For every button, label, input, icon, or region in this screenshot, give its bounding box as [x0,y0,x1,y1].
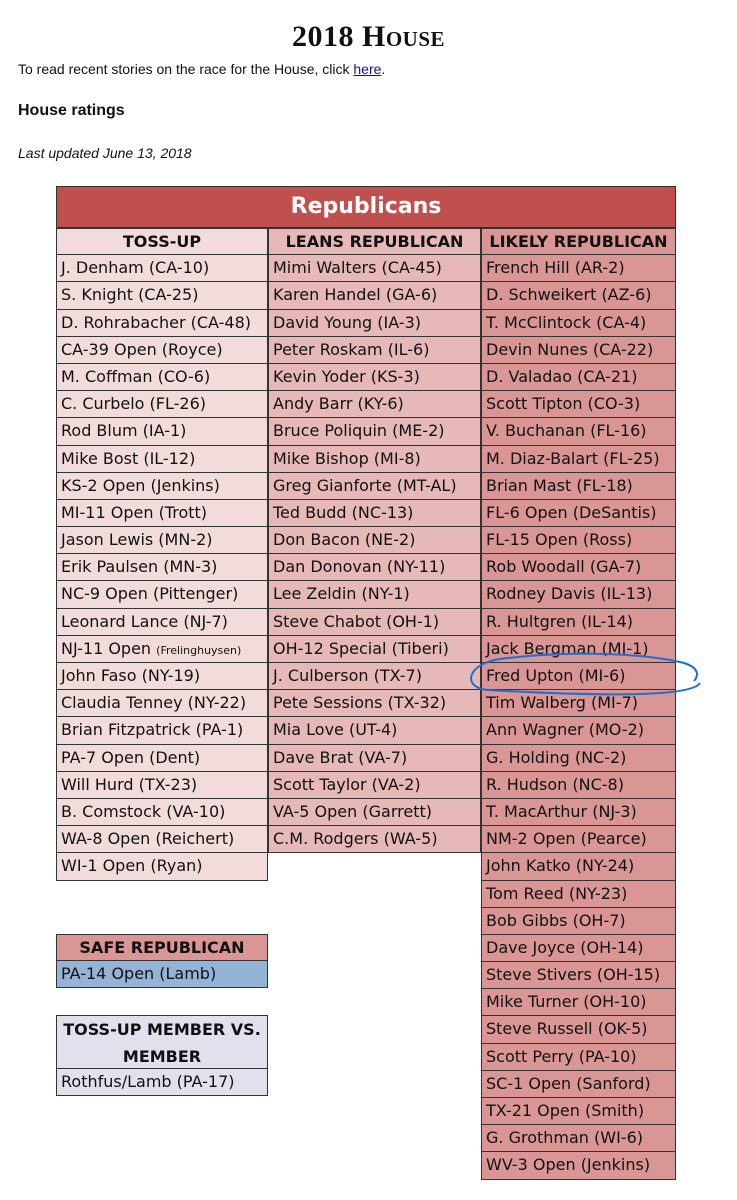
toss-up-race: NJ-11 Open (Frelinghuysen) [56,636,268,663]
likely-republican-race: Rob Woodall (GA-7) [481,554,676,581]
likely-republican-race: G. Holding (NC-2) [481,745,676,772]
likely-republican-race: R. Hudson (NC-8) [481,772,676,799]
toss-up-race: D. Rohrabacher (CA-48) [56,310,268,337]
toss-up-race: S. Knight (CA-25) [56,282,268,309]
intro-text: To read recent stories on the race for the House, click [18,61,354,77]
likely-republican-race: Tom Reed (NY-23) [481,881,676,908]
toss-up-header: TOSS-UP [56,228,268,255]
likely-republican-race: John Katko (NY-24) [481,853,676,880]
likely-republican-race: Scott Perry (PA-10) [481,1044,676,1071]
leans-republican-race: Greg Gianforte (MT-AL) [268,473,481,500]
toss-up-race: John Faso (NY-19) [56,663,268,690]
likely-republican-race: Dave Joyce (OH-14) [481,935,676,962]
leans-republican-race: Steve Chabot (OH-1) [268,609,481,636]
member-vs-member-box [56,1015,268,1096]
likely-republican-race: Devin Nunes (CA-22) [481,337,676,364]
likely-republican-race: Ann Wagner (MO-2) [481,717,676,744]
page-title: 2018 House [291,20,446,53]
likely-republican-race: Mike Turner (OH-10) [481,989,676,1016]
likely-republican-race: T. MacArthur (NJ-3) [481,799,676,826]
likely-republican-race: Bob Gibbs (OH-7) [481,908,676,935]
republicans-banner: Republicans [56,186,676,228]
leans-republican-race: Scott Taylor (VA-2) [268,772,481,799]
toss-up-race: Claudia Tenney (NY-22) [56,690,268,717]
member-vs-member-header: TOSS-UP MEMBER VS. MEMBER [56,1015,268,1069]
toss-up-race: WA-8 Open (Reichert) [56,826,268,853]
leans-republican-race: Dan Donovan (NY-11) [268,554,481,581]
likely-republican-race: WV-3 Open (Jenkins) [481,1152,676,1179]
leans-republican-race: VA-5 Open (Garrett) [268,799,481,826]
toss-up-race: Erik Paulsen (MN-3) [56,554,268,581]
toss-up-race: MI-11 Open (Trott) [56,500,268,527]
likely-republican-column [481,228,676,1180]
section-heading: House ratings [18,102,125,119]
leans-republican-race: Ted Budd (NC-13) [268,500,481,527]
toss-up-race: Mike Bost (IL-12) [56,446,268,473]
toss-up-column [56,228,268,881]
toss-up-race: Leonard Lance (NJ-7) [56,609,268,636]
toss-up-race: B. Comstock (VA-10) [56,799,268,826]
here-link[interactable]: here [353,61,382,77]
safe-republican-race: PA-14 Open (Lamb) [56,961,268,988]
toss-up-race: Jason Lewis (MN-2) [56,527,268,554]
toss-up-race: WI-1 Open (Ryan) [56,853,268,880]
toss-up-race: M. Coffman (CO-6) [56,364,268,391]
toss-up-race: CA-39 Open (Royce) [56,337,268,364]
likely-republican-race: Tim Walberg (MI-7) [481,690,676,717]
leans-republican-race: Bruce Poliquin (ME-2) [268,418,481,445]
leans-republican-race: C.M. Rodgers (WA-5) [268,826,481,853]
likely-republican-race: TX-21 Open (Smith) [481,1098,676,1125]
nj-11-note: (Frelinghuysen) [156,643,242,657]
leans-republican-race: Pete Sessions (TX-32) [268,690,481,717]
likely-republican-race: NM-2 Open (Pearce) [481,826,676,853]
likely-republican-race: D. Valadao (CA-21) [481,364,676,391]
leans-republican-race: Kevin Yoder (KS-3) [268,364,481,391]
toss-up-race: Rod Blum (IA-1) [56,418,268,445]
likely-republican-race: T. McClintock (CA-4) [481,310,676,337]
likely-republican-race: FL-15 Open (Ross) [481,527,676,554]
likely-republican-race: D. Schweikert (AZ-6) [481,282,676,309]
leans-republican-header: LEANS REPUBLICAN [268,228,481,255]
leans-republican-race: Mia Love (UT-4) [268,717,481,744]
likely-republican-race: Jack Bergman (MI-1) [481,636,676,663]
toss-up-race: NC-9 Open (Pittenger) [56,581,268,608]
likely-republican-race: Scott Tipton (CO-3) [481,391,676,418]
toss-up-race: Brian Fitzpatrick (PA-1) [56,717,268,744]
leans-republican-race: Peter Roskam (IL-6) [268,337,481,364]
toss-up-race: C. Curbelo (FL-26) [56,391,268,418]
toss-up-race: Will Hurd (TX-23) [56,772,268,799]
leans-republican-race: Mimi Walters (CA-45) [268,255,481,282]
leans-republican-race: Karen Handel (GA-6) [268,282,481,309]
leans-republican-race: David Young (IA-3) [268,310,481,337]
likely-republican-race: Fred Upton (MI-6) [481,663,676,690]
likely-republican-header: LIKELY REPUBLICAN [481,228,676,255]
safe-republican-header: SAFE REPUBLICAN [56,934,268,961]
likely-republican-race: V. Buchanan (FL-16) [481,418,676,445]
leans-republican-race: Andy Barr (KY-6) [268,391,481,418]
likely-republican-race: R. Hultgren (IL-14) [481,609,676,636]
toss-up-race: KS-2 Open (Jenkins) [56,473,268,500]
likely-republican-race: Steve Russell (OK-5) [481,1016,676,1043]
safe-republican-box [56,934,268,988]
leans-republican-race: Dave Brat (VA-7) [268,745,481,772]
likely-republican-race: Brian Mast (FL-18) [481,473,676,500]
likely-republican-race: Steve Stivers (OH-15) [481,962,676,989]
leans-republican-race: Lee Zeldin (NY-1) [268,581,481,608]
last-updated: Last updated June 13, 2018 [18,145,192,161]
likely-republican-race: G. Grothman (WI-6) [481,1125,676,1152]
likely-republican-race: Rodney Davis (IL-13) [481,581,676,608]
likely-republican-race: FL-6 Open (DeSantis) [481,500,676,527]
leans-republican-race: Mike Bishop (MI-8) [268,446,481,473]
leans-republican-column [268,228,481,853]
likely-republican-race: French Hill (AR-2) [481,255,676,282]
intro-end: . [381,61,386,77]
leans-republican-race: Don Bacon (NE-2) [268,527,481,554]
member-vs-member-race: Rothfus/Lamb (PA-17) [56,1069,268,1096]
toss-up-race: PA-7 Open (Dent) [56,745,268,772]
leans-republican-race: OH-12 Special (Tiberi) [268,636,481,663]
likely-republican-race: SC-1 Open (Sanford) [481,1071,676,1098]
toss-up-race: J. Denham (CA-10) [56,255,268,282]
likely-republican-race: M. Diaz-Balart (FL-25) [481,446,676,473]
leans-republican-race: J. Culberson (TX-7) [268,663,481,690]
